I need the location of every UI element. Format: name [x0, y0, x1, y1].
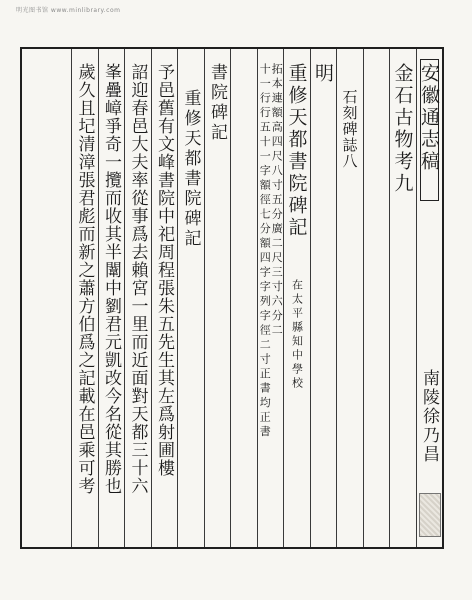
subsection-title: 石刻碑誌八 — [340, 89, 359, 169]
note-right: 拓本連額高四尺八寸五分廣二尺三寸六分二 — [270, 63, 284, 339]
column-heading1 — [283, 49, 310, 547]
inscription-location-note: 在太平縣知中學校 — [290, 279, 304, 391]
column-empty-1 — [363, 49, 390, 547]
column-line4 — [124, 49, 151, 547]
column-notes — [257, 49, 284, 547]
dynasty-label: 明 — [312, 63, 334, 85]
text-line-5: 峯疊嶂爭奇一攬而收其半闈中劉君元凱改今名從其勝也 — [101, 63, 121, 495]
dual-note — [258, 63, 284, 440]
text-line-4: 詔迎春邑大夫率從事爲去賴宮一里而近面對天都三十六 — [127, 63, 148, 495]
column-line5 — [98, 49, 125, 547]
column-line3 — [151, 49, 178, 547]
column-line6 — [71, 49, 98, 547]
text-line-6: 歲久且圮清漳張君彪而新之蕭方伯爲之記載在邑乘可考 — [74, 63, 95, 495]
column-empty-3 — [45, 49, 72, 547]
column-subsection — [336, 49, 363, 547]
text-line-3: 予邑舊有文峰書院中祀周程張朱五先生其左爲射圃樓 — [154, 63, 174, 477]
author-line: 南陵徐乃昌 — [419, 369, 439, 464]
column-line2 — [177, 49, 204, 547]
section-title: 金石古物考九 — [391, 63, 414, 195]
seal-stamp — [419, 493, 441, 537]
text-line-2: 重修天都書院碑記 — [180, 89, 201, 249]
note-left: 十一行行五十一字額徑七分額四字字列字徑二寸正書均正書 — [258, 63, 272, 440]
column-line1 — [204, 49, 231, 547]
document-page — [20, 47, 444, 549]
inscription-heading: 重修天都書院碑記 — [285, 63, 308, 239]
column-dynasty — [310, 49, 337, 547]
text-line-1: 書院碑記 — [207, 63, 227, 143]
column-empty-2 — [230, 49, 257, 547]
watermark: 明光图书馆 www.minlibrary.com — [16, 7, 121, 14]
column-title — [416, 49, 443, 547]
column-section — [389, 49, 416, 547]
document-title: 安徽通志稿 — [418, 63, 440, 173]
